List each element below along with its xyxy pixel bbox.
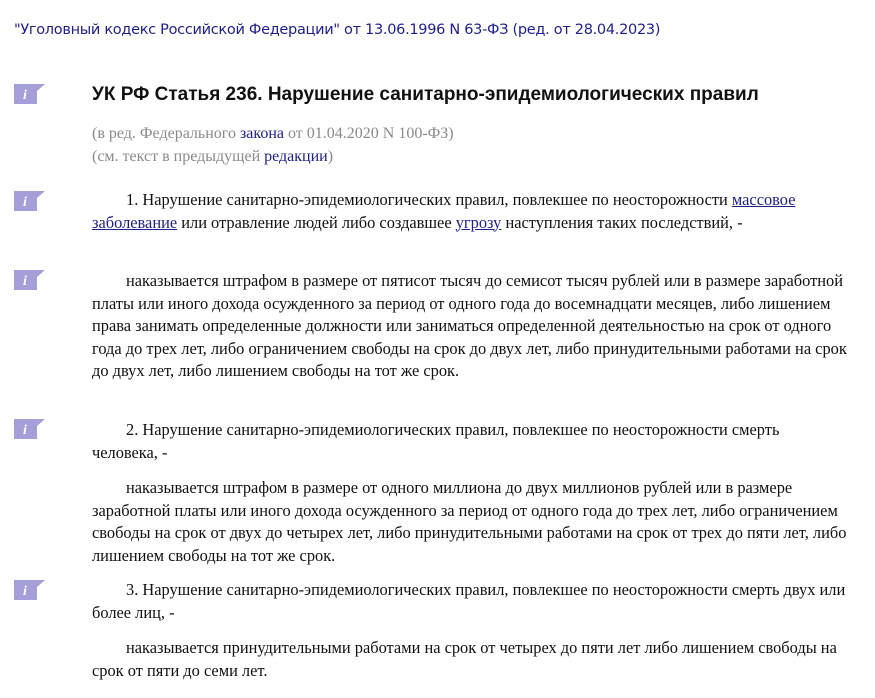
note-text: от 01.04.2020 N 100-ФЗ) — [283, 125, 454, 142]
info-flag-icon[interactable] — [14, 270, 45, 290]
info-flag-icon[interactable] — [14, 84, 45, 104]
edition-note — [92, 122, 454, 145]
note-text: (в ред. Федерального — [92, 125, 240, 142]
info-flag-icon[interactable] — [14, 419, 45, 439]
paragraph-2: наказывается штрафом в размере от пятисот тысяч до семисот тысяч рублей или в размере заработной платы или иного дохода осужденного за период от одного года до восемнадцати месяцев, либо лишением права занимать определенные должности или заниматься определенной деятельностью на срок от одного года до трех лет, либо ограничением свободы на срок до двух лет, либо принудительными работами на срок до двух лет, либо лишением свободы на тот же срок. — [92, 271, 847, 381]
para-text: или отравление людей либо создавшее — [177, 212, 456, 232]
law-link[interactable]: закона — [239, 125, 284, 142]
svg-text:i: i — [23, 584, 27, 599]
svg-text:i: i — [23, 423, 27, 438]
paragraph-3: 2. Нарушение санитарно-эпидемиологических правил, повлекшее по неосторожности смерть человека, - — [92, 420, 780, 462]
info-flag-icon[interactable] — [14, 580, 45, 600]
paragraph-1 — [92, 189, 848, 234]
info-flag-icon[interactable] — [14, 191, 45, 211]
mass-disease-link[interactable]: массовое заболевание — [92, 190, 796, 232]
para-text: наступления таких последствий, - — [501, 212, 743, 232]
note-text: ) — [327, 148, 334, 165]
previous-edition-note — [92, 145, 333, 168]
note-text: (см. текст в предыдущей — [92, 148, 265, 165]
svg-text:i: i — [23, 195, 27, 210]
para-text: 1. Нарушение санитарно-эпидемиологических правил, повлекшее по неосторожности — [126, 190, 732, 209]
paragraph-6: наказывается принудительными работами на срок от четырех до пяти лет либо лишением свободы на срок от пяти до семи лет. — [92, 638, 837, 680]
paragraph-5: 3. Нарушение санитарно-эпидемиологических правил, повлекшее по неосторожности смерть двух или более лиц, - — [92, 580, 846, 622]
svg-text:i: i — [23, 88, 27, 103]
threat-link[interactable]: угрозу — [455, 212, 502, 232]
svg-text:i: i — [23, 274, 27, 289]
document-title-link[interactable]: "Уголовный кодекс Российской Федерации" от 13.06.1996 N 63-ФЗ (ред. от 28.04.2023) — [14, 22, 661, 38]
paragraph-4: наказывается штрафом в размере от одного миллиона до двух миллионов рублей или в размере заработной платы или иного дохода осужденного за период от одного года до трех лет, либо ограничением свободы на срок от двух до четырех лет, либо принудительными работами на срок от трех до пяти лет, либо лишением свободы на тот же срок. — [92, 478, 847, 565]
article-heading: УК РФ Статья 236. Нарушение санитарно-эпидемиологических правил — [92, 84, 759, 105]
edition-link[interactable]: редакции — [264, 148, 328, 165]
